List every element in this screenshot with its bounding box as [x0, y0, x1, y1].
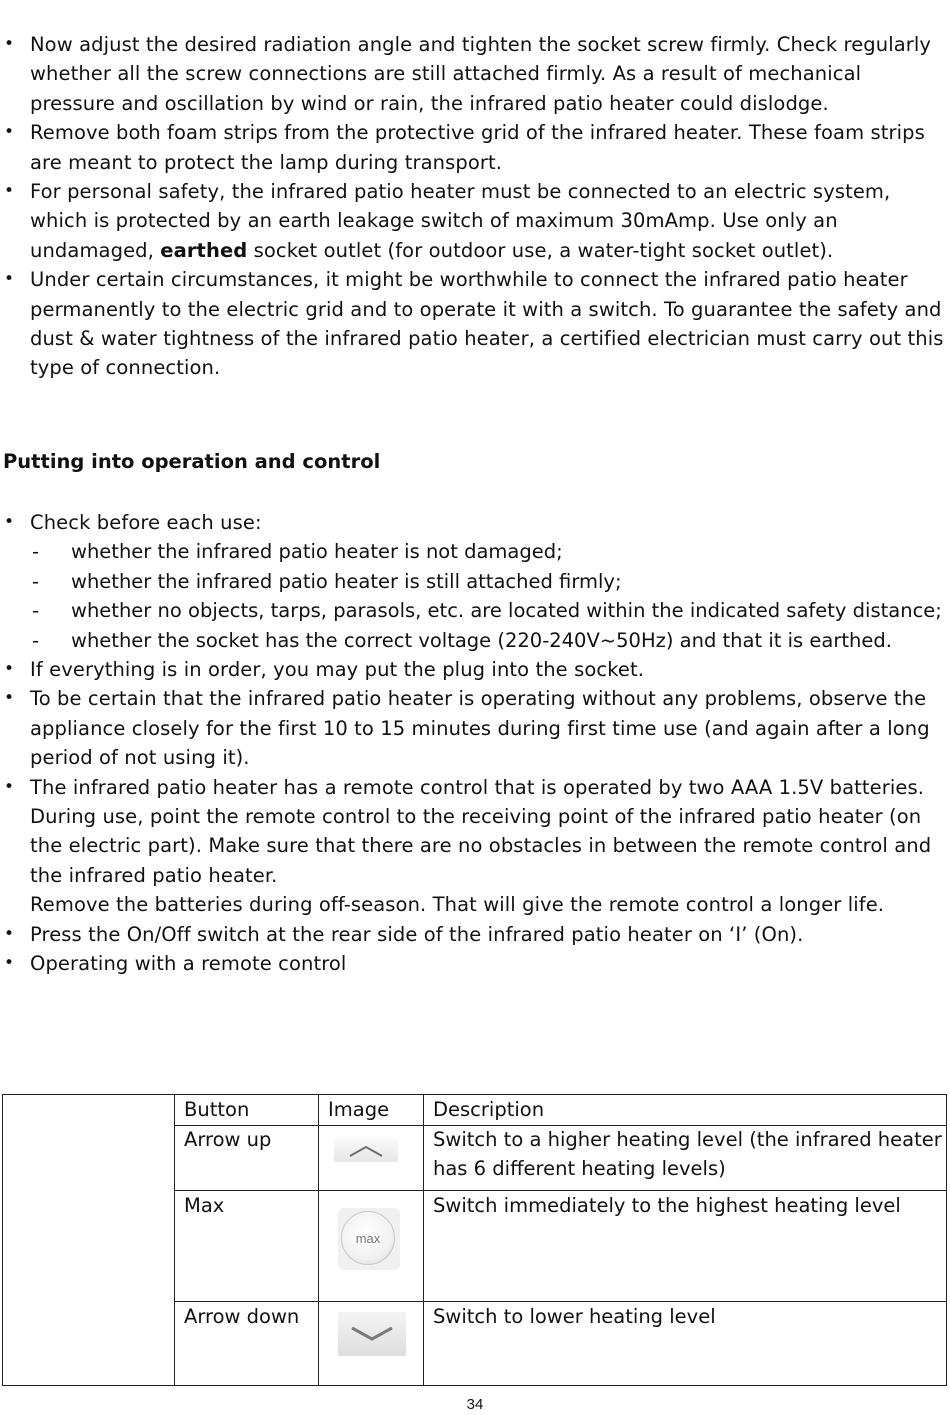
list-item: • Under certain circumstances, it might be worthwhile to connect the infrared patio heater permanently to the electric grid and to operate it with a switch. To guarantee the safety and dust & water tightness of the infrared patio heater, a certified electrician must carry out this type of connection.	[2, 265, 947, 383]
table-header-button: Button	[184, 1098, 250, 1121]
bullet-icon: •	[4, 776, 15, 797]
row-arrow-up-button-label: Arrow up	[184, 1128, 272, 1151]
check-item: - whether the infrared patio heater is still attached firmly;	[32, 569, 622, 593]
remote-control-table	[2, 1094, 947, 1386]
row-max-button-label: Max	[184, 1194, 225, 1217]
table-header-image: Image	[328, 1098, 390, 1121]
bullet-icon: •	[4, 659, 15, 680]
list-item: • Remove both foam strips from the protective grid of the infrared heater. These foam strips are meant to protect the lamp during transport.	[2, 118, 947, 177]
section-heading: Putting into operation and control	[3, 450, 381, 473]
bullet-icon: •	[4, 688, 15, 709]
bullet-icon: •	[4, 34, 15, 54]
row-arrow-down-button-label: Arrow down	[184, 1305, 300, 1328]
list-item: • For personal safety, the infrared patio heater must be connected to an electric system, which is protected by an earth leakage switch of maximum 30mAmp. Use only an undamaged, earthed socket outlet (for outdoor use, a water-tight socket outlet).	[2, 177, 947, 265]
emphasis-earthed: earthed	[160, 238, 248, 262]
max-icon-label: max	[341, 1211, 395, 1265]
bullet-icon: •	[4, 181, 15, 202]
bullet-icon: •	[4, 953, 15, 974]
list-item: • Now adjust the desired radiation angle and tighten the socket screw firmly. Check regularly whether all the screw connections are still attached firmly. As a result of mechanical pressure and oscillation by wind or rain, the infrared patio heater could dislodge.	[2, 30, 947, 118]
installation-bullet-list	[2, 30, 947, 383]
check-item: - whether the infrared patio heater is not damaged;	[32, 540, 563, 564]
list-item: • Check before each use:	[2, 508, 947, 537]
table-empty-column	[3, 1095, 175, 1385]
operation-bullet-list	[2, 508, 947, 979]
page-number: 34	[466, 1396, 484, 1413]
list-item: • To be certain that the infrared patio heater is operating without any problems, observe the appliance closely for the first 10 to 15 minutes during first time use (and again after a long period of not using it).	[2, 684, 947, 772]
bullet-icon: •	[4, 512, 15, 532]
chevron-down-icon	[338, 1312, 406, 1356]
check-item: - whether no objects, tarps, parasols, etc. are located within the indicated safety distance;	[32, 599, 942, 623]
list-item: • The infrared patio heater has a remote control that is operated by two AAA 1.5V batteries. During use, point the remote control to the receiving point of the infrared patio heater (on the electric part). Make sure that there are no obstacles in between the remote control and the infrared patio heater. Remove the batteries during off-season. That will give the remote control a longer life.	[2, 773, 947, 920]
bullet-icon: •	[4, 122, 15, 143]
list-item: • If everything is in order, you may put the plug into the socket.	[2, 655, 947, 684]
row-max-description: Switch immediately to the highest heating level	[433, 1194, 901, 1217]
list-item: • Operating with a remote control	[2, 949, 947, 978]
row-arrow-down-description: Switch to lower heating level	[433, 1305, 716, 1328]
list-item: • Press the On/Off switch at the rear side of the infrared patio heater on ‘I’ (On).	[2, 920, 947, 949]
bullet-icon: •	[4, 269, 15, 290]
max-button-icon	[338, 1208, 400, 1270]
bullet-icon: •	[4, 923, 15, 944]
chevron-up-icon	[334, 1138, 398, 1162]
battery-note: Remove the batteries during off-season. That will give the remote control a longer life.	[30, 893, 885, 917]
row-arrow-up-description: Switch to a higher heating level (the infrared heater has 6 different heating levels)	[433, 1128, 942, 1181]
check-item: - whether the socket has the correct voltage (220-240V~50Hz) and that it is earthed.	[32, 628, 892, 652]
table-header-description: Description	[433, 1098, 545, 1121]
